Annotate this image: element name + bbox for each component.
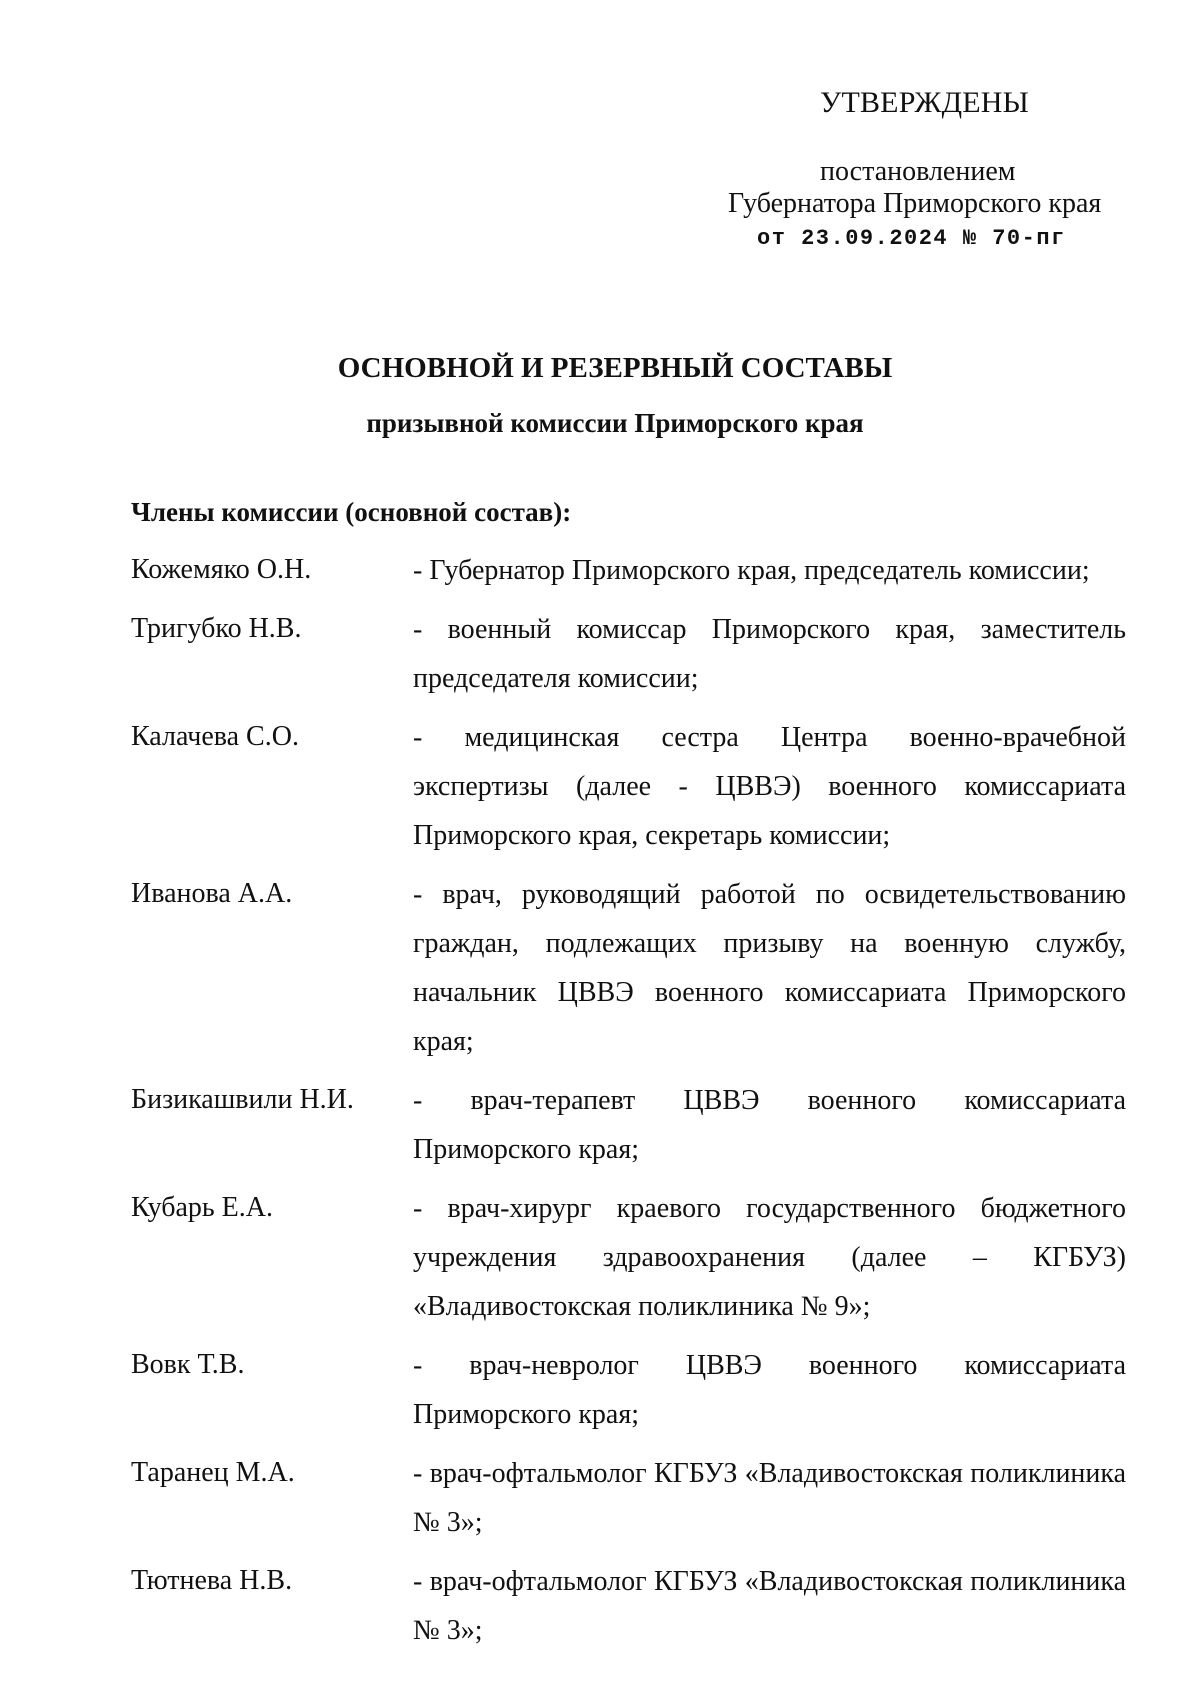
section-heading-main-members: Члены комиссии (основной состав): [131,497,572,527]
list-item [131,1557,1126,1655]
list-item [131,1341,1126,1439]
member-role: - врач-офтальмолог КГБУЗ «Владивостокская поликлиника № 3»; [413,1566,1126,1646]
member-name: Тютнева Н.В. [131,1565,293,1596]
list-item [131,1076,1126,1174]
member-name: Кубарь Е.А. [131,1192,273,1223]
list-item [131,1449,1126,1547]
member-name: Вовк Т.В. [131,1349,245,1380]
member-role: - врач-невролог ЦВВЭ военного комиссариата Приморского края; [413,1350,1126,1430]
member-name: Тригубко Н.В. [131,613,302,644]
member-role: - медицинская сестра Центра военно-врачебной экспертизы (далее - ЦВВЭ) военного комиссариата Приморского края, секретарь комиссии; [413,722,1126,851]
members-list [131,546,1126,1665]
list-item [131,870,1126,1066]
member-name: Калачева С.О. [131,721,299,752]
member-name: Иванова А.А. [131,878,293,909]
member-role: - Губернатор Приморского края, председатель комиссии; [413,555,1090,586]
list-item [131,605,1126,703]
member-role: - врач-хирург краевого государственного бюджетного учреждения здравоохранения (далее – КГБУЗ) «Владивостокская поликлиника № 9»; [413,1193,1126,1322]
document-title: ОСНОВНОЙ И РЕЗЕРВНЫЙ СОСТАВЫ [337,352,893,384]
member-name: Кожемяко О.Н. [131,554,312,585]
approval-date-number-stamp: от 23.09.2024 № 70-пг [757,226,1066,251]
member-role: - врач-офтальмолог КГБУЗ «Владивостокская поликлиника № 3»; [413,1458,1126,1538]
member-role: - врач-терапевт ЦВВЭ военного комиссариата Приморского края; [413,1085,1126,1165]
member-role: - военный комиссар Приморского края, заместитель председателя комиссии; [413,614,1126,694]
document-subtitle: призывной комиссии Приморского края [366,408,864,438]
approval-governor-line: Губернатора Приморского края [728,188,1102,219]
member-role: - врач, руководящий работой по освидетельствованию граждан, подлежащих призыву на военную службу, начальник ЦВВЭ военного комиссариата Приморского края; [413,879,1126,1057]
list-item [131,546,1126,595]
approval-decree-line: постановлением [820,156,1016,187]
member-name: Бизикашвили Н.И. [131,1084,354,1115]
list-item [131,713,1126,860]
member-name: Таранец М.А. [131,1457,295,1488]
list-item [131,1184,1126,1331]
approval-label: УТВЕРЖДЕНЫ [820,86,1030,119]
